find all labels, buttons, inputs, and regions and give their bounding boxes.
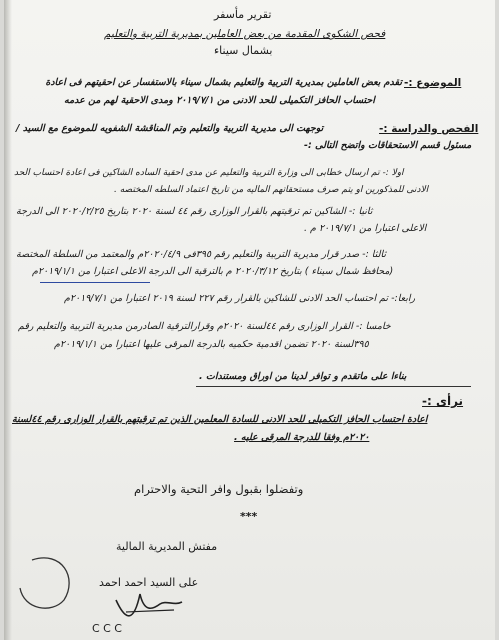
study-label: الفحص والدراسة :- <box>379 123 479 135</box>
point-1-line-1: اولا :- تم ارسال خطابى الى وزارة التربية والتعليم عن مدى احقية الساده الشاكين فى اعادة احتساب الحد <box>14 168 404 178</box>
handwritten-underline <box>40 282 150 283</box>
signatory-name: على السيد احمد احمد <box>99 576 199 589</box>
point-1-line-2: الادنى للمذكورين او يتم صرف مستحقاتهم الماليه من تاريخ اعتماد السلطه المختصه . <box>114 185 429 195</box>
point-2-line-1: ثانيا :- الشاكين تم ترقيتهم بالقرار الوزارى رقم ٤٤ لسنة ٢٠٢٠ بتاريخ ٢٠٢٠/٢/٢٥ الى الدرجة <box>16 206 373 217</box>
point-5-line-1: خامسا :- القرار الوزارى رقم ٤٤لسنة ٢٠٢٠م وقرارالترقية الصادرمن مديرية التربية والتعليم رقم <box>18 321 391 332</box>
basis-underline <box>196 386 471 387</box>
study-line-2: مسئول قسم الاستحقاقات واتضح التالى :- <box>304 140 472 151</box>
greeting: وتفضلوا بقبول وافر التحية والاحترام <box>134 482 304 496</box>
point-5-line-2: ٣٩٥لسنة ٢٠٢٠ تضمن اقدمية حكميه بالدرجة المرقى عليها اعتبارا من ٢٠١٩/١/١م <box>54 339 369 350</box>
report-region: بشمال سيناء <box>214 44 273 57</box>
closing-basis: بناءا على ماتقدم و توافر لدينا من اوراق ومستندات . <box>199 371 407 382</box>
page-edge-shadow <box>4 0 12 640</box>
signature-scribble-text: C C C <box>91 622 122 635</box>
point-2-line-2: الاعلى اعتبارا من ٢٠١٩/٧/١ م . <box>304 223 427 234</box>
subject-line-1: تقدم بعض العاملين بمديرية التربية والتعليم بشمال سيناء بالاستفسار عن احقيتهم فى اعادة <box>45 77 402 88</box>
point-3-line-1: ثالثا :- صدر قرار مديرية التربية والتعليم رقم ٣٩٥فى ٢٠٢٠/٤/٩م والمعتمد من السلطة المختصة <box>16 249 386 260</box>
separator-stars: *** <box>240 510 258 523</box>
point-3-line-2: (محافظ شمال سيناء ) بتاريخ ٢٠٢٠/٣/١٢ م بالترقية الى الدرجة الاعلى اعتبارا من ٢٠١٩/١/١م <box>32 266 394 277</box>
opinion-line-2: ٢٠٢٠م وفقا للدرجة المرقى عليه . <box>234 432 370 443</box>
document-sheet <box>4 0 495 640</box>
subject-line-2: احتساب الحافز التكميلى للحد الادنى من ٢٠١٩/٧/١ ومدى الاحقية لهم من عدمه <box>64 95 375 106</box>
report-title: تقرير مأسفر <box>214 8 272 21</box>
study-line-1: توجهت الى مديرية التربية والتعليم وتم المناقشة الشفويه للموضوع مع السيد / <box>16 123 324 134</box>
point-4: رابعا:- تم احتساب الحد الادنى للشاكين بالقرار رقم ٢٢٧ لسنة ٢٠١٩ اعتبارا من ٢٠١٩/٧/١م <box>64 293 416 304</box>
signatory-title: مفتش المديرية المالية <box>116 540 218 553</box>
opinion-label: نرأى :- <box>422 394 464 408</box>
subject-label: الموضوع :- <box>404 77 462 89</box>
report-subtitle: فحص الشكوى المقدمة من بعض العاملين بمديرية التربية والتعليم <box>104 28 386 40</box>
handwritten-circle-mark <box>12 548 82 618</box>
opinion-line-1: اعادة احتساب الحافز التكميلى للحد الادنى للسادة المعلمين الذين تم ترقيتهم بالقرار الوزارى رقم ٤٤لسنة <box>12 414 428 425</box>
